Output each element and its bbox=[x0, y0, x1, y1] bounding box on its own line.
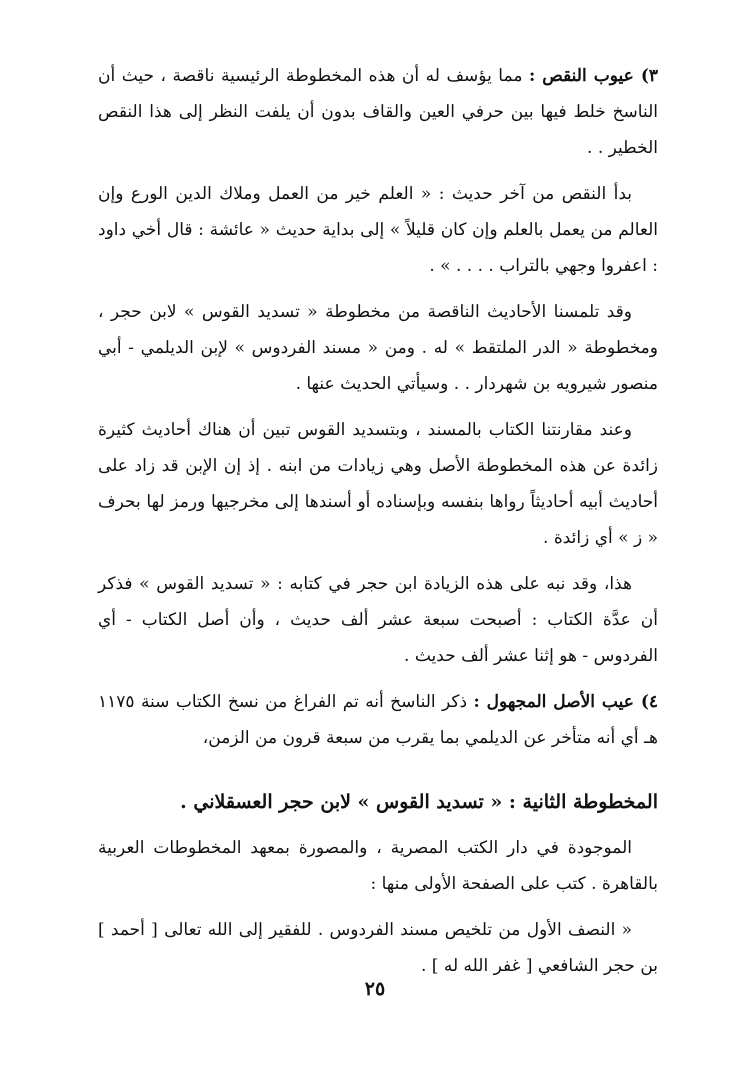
paragraph-comparison bbox=[98, 412, 658, 556]
paragraph-text: الموجودة في دار الكتب المصرية ، والمصورة بمعهد المخطوطات العربية بالقاهرة . كتب على الصفحة الأولى منها : bbox=[98, 838, 658, 894]
paragraph-deficiency-start bbox=[98, 176, 658, 284]
paragraph-heading: ٤) عيب الأصل المجهول : bbox=[473, 692, 659, 712]
paragraph-text: هذا، وقد نبه على هذه الزيادة ابن حجر في كتابه : « تسديد القوس » فذكر أن عدَّة الكتاب : أصبحت سبعة عشر ألف حديث ، وأن أصل الكتاب - أي الفردوس - هو إثنا عشر ألف حديث . bbox=[98, 574, 658, 666]
paragraph-manuscript-location bbox=[98, 830, 658, 902]
paragraph-text: بدأ النقص من آخر حديث : « العلم خير من العمل وملاك الدين الورع وإن العالم من يعمل بالعلم وإن كان قليلاً » إلى بداية حديث « عائشة : قال أخي داود : اعفروا وجهي بالتراب . . . . » . bbox=[98, 184, 658, 276]
paragraph-text: وقد تلمسنا الأحاديث الناقصة من مخطوطة « تسديد القوس » لابن حجر ، ومخطوطة « الدر الملتقط » له . ومن « مسند الفردوس » لإبن الديلمي - أبي منصور شيرويه بن شهردار . . وسيأتي الحديث عنها . bbox=[98, 302, 658, 394]
paragraph-text: وعند مقارنتنا الكتاب بالمسند ، وبتسديد القوس تبين أن هناك أحاديث كثيرة زائدة عن هذه المخطوطة الأصل وهي زيادات من ابنه . إذ إن الإبن قد زاد على أحاديث أبيه أحاديثاً رواها بنفسه وبإسناده أو أسندها إلى مخرجيها ورمز لها بحرف « ز » أي زائدة . bbox=[98, 420, 658, 548]
page-number: ٢٥ bbox=[364, 978, 386, 1000]
paragraph-unknown-origin bbox=[98, 684, 658, 756]
paragraph-defects-deficiency bbox=[98, 58, 658, 166]
paragraph-missing-hadiths bbox=[98, 294, 658, 402]
paragraph-manuscript-title-quote bbox=[98, 912, 658, 984]
paragraph-ibn-hajar-note bbox=[98, 566, 658, 674]
paragraph-text: « النصف الأول من تلخيص مسند الفردوس . للفقير إلى الله تعالى [ أحمد ] بن حجر الشافعي [ غفر الله له ] . bbox=[98, 920, 658, 976]
page-body bbox=[98, 58, 658, 1058]
section-heading-second-manuscript: المخطوطة الثانية : « تسديد القوس » لابن حجر العسقلاني . bbox=[180, 791, 658, 813]
paragraph-text: ذكر الناسخ أنه تم الفراغ من نسخ الكتاب سنة ١١٧٥ هـ أي أنه متأخر عن الديلمي بما يقرب من سبعة قرون من الزمن، bbox=[98, 692, 658, 748]
paragraph-heading: ٣) عيوب النقص : bbox=[528, 66, 659, 86]
paragraph-text: مما يؤسف له أن هذه المخطوطة الرئيسية ناقصة ، حيث أن الناسخ خلط فيها بين حرفي العين والقاف بدون أن يلفت النظر إلى هذا النقص الخطير . . bbox=[98, 66, 659, 158]
